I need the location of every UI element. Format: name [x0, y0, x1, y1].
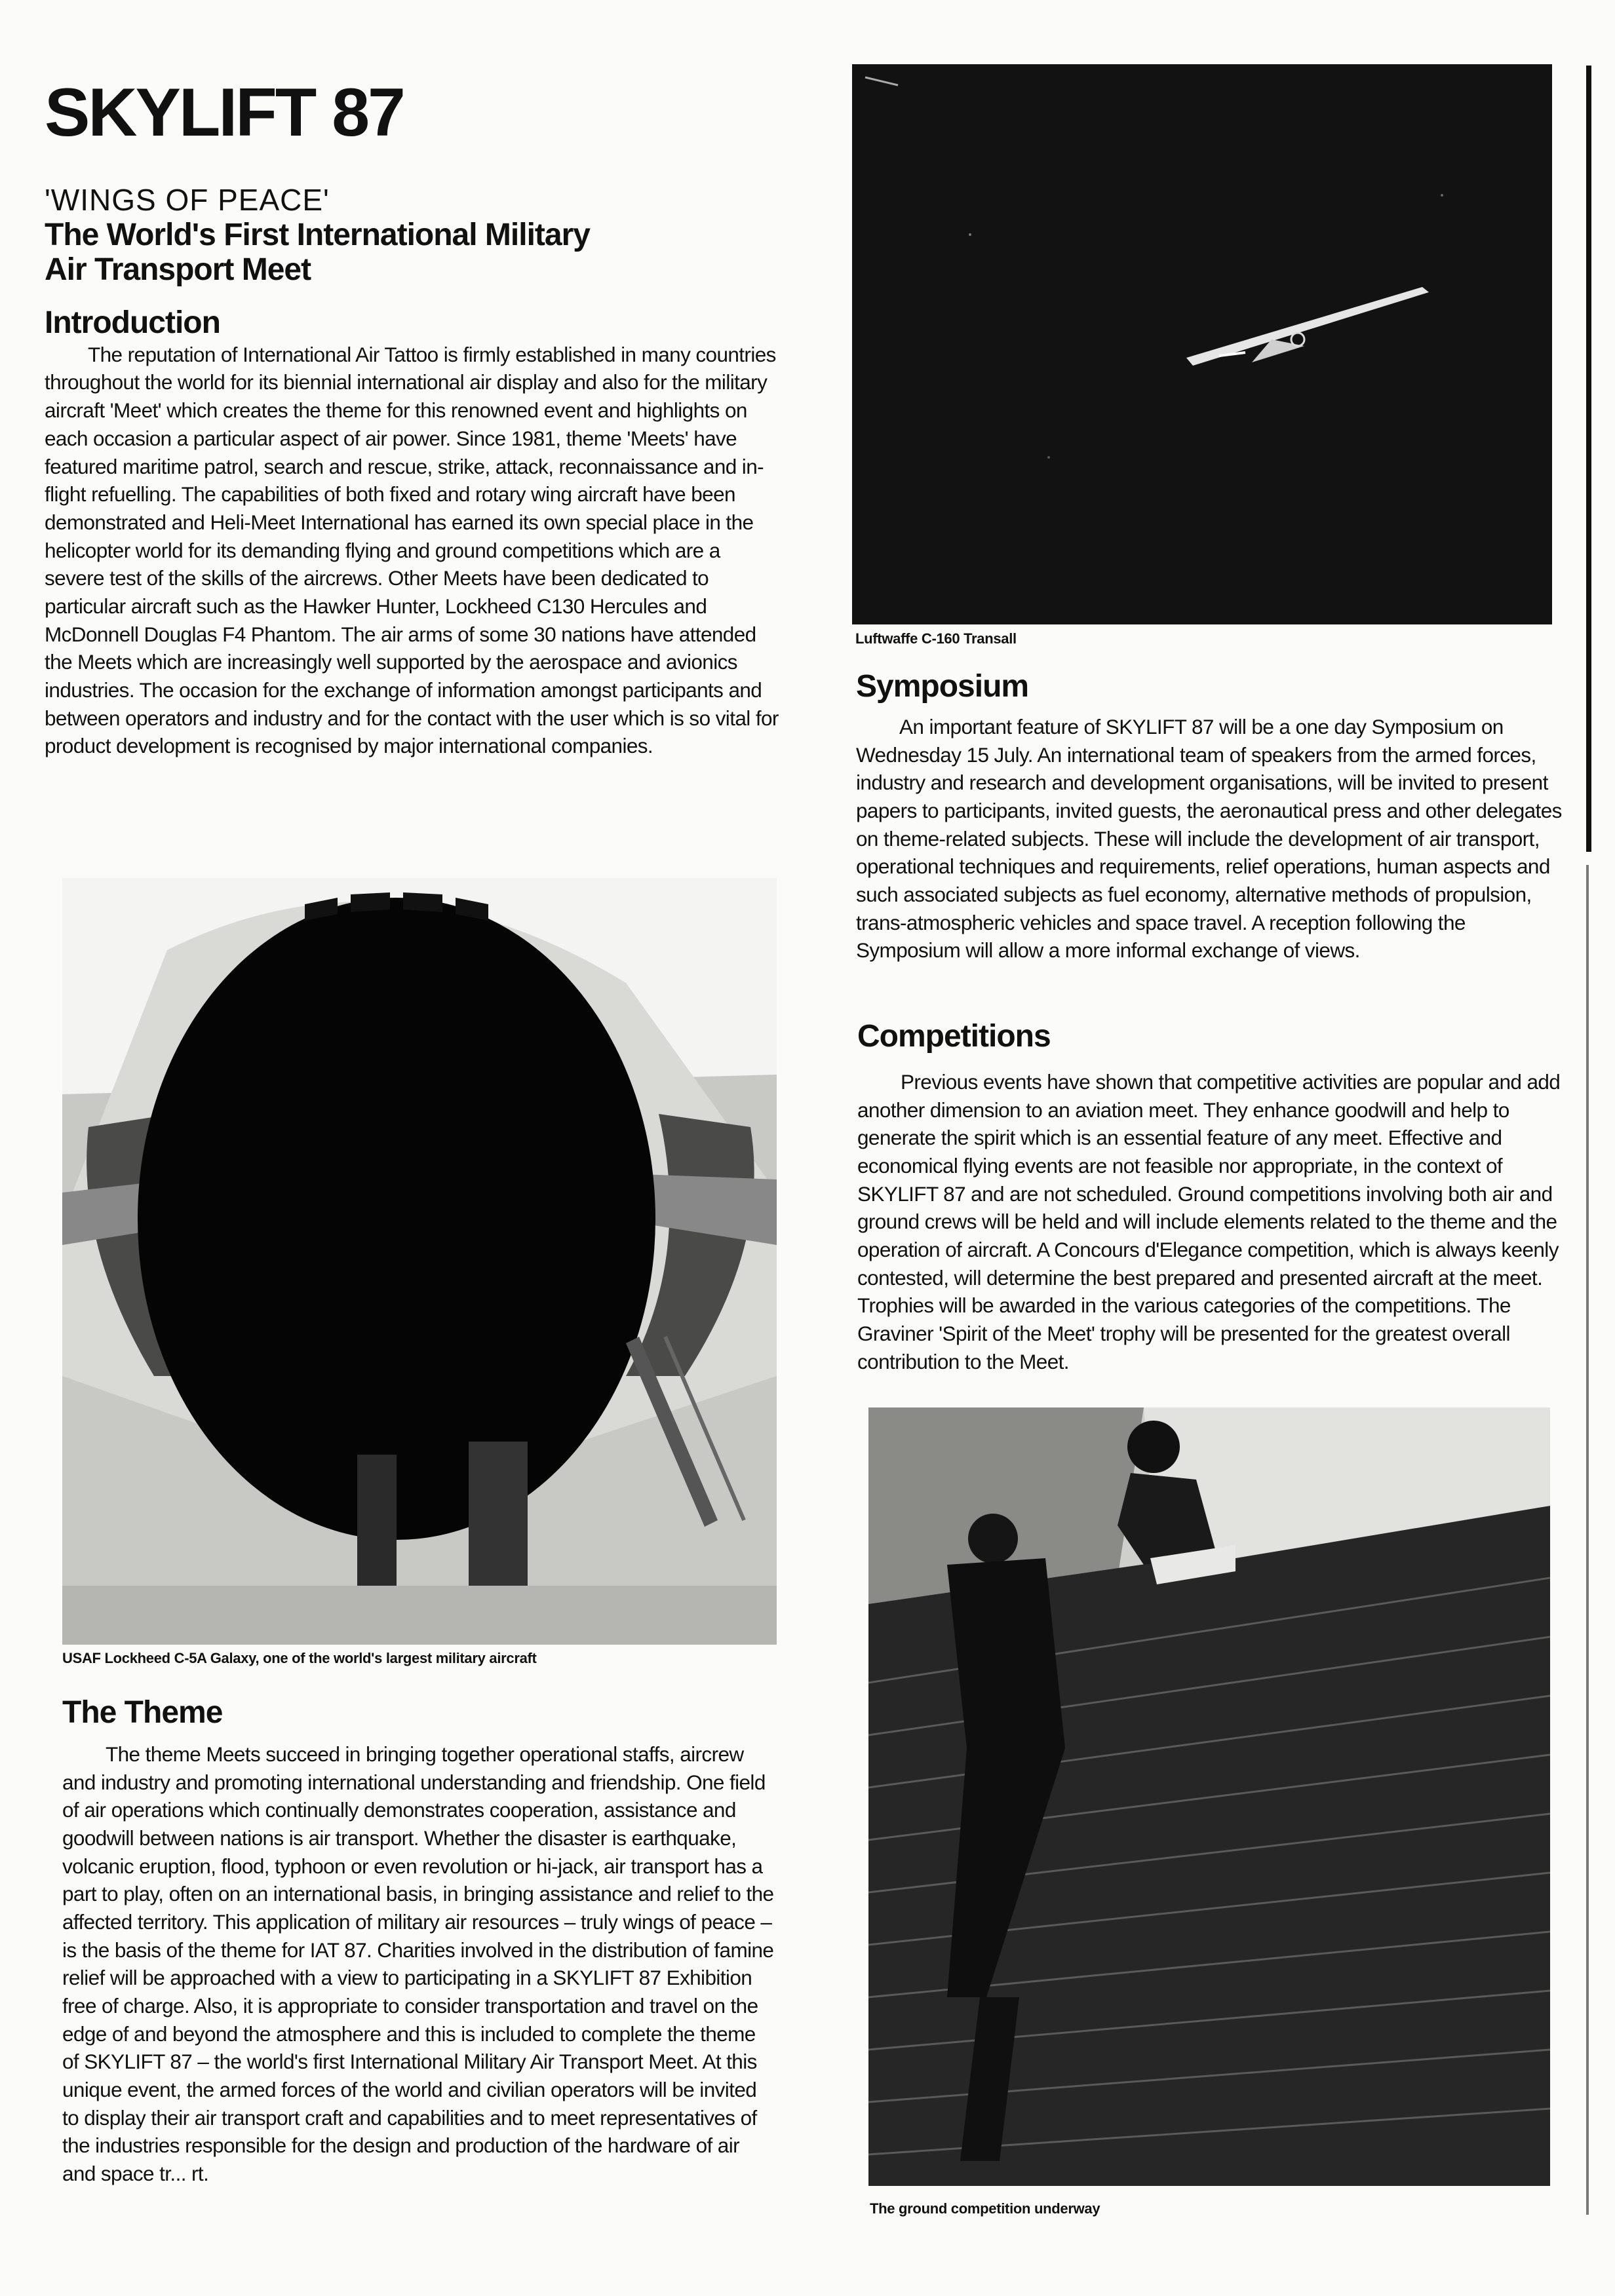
competitions-text: Previous events have shown that competitive activities are popular and add another dimension to an aviation meet. They enhance goodwill and help to generate the spirit which is an essential feature of any meet. Effective and economical flying events are not feasible nor appropriate, in the context of SKYLIFT 87 and are not scheduled. Ground competitions involving both air and ground crews will be held and will include elements related to the theme and the operation of aircraft. A Concours d'Elegance competition, which is always keenly contested, will determine the best prepared and presented aircraft at the meet. Trophies will be awarded in the various categories of the competitions. The Graviner 'Spirit of the Meet' trophy will be presented for the greatest overall contribution to the Meet.	[857, 1070, 1561, 1373]
subtitle-block	[45, 183, 779, 288]
theme-heading: The Theme	[62, 1695, 223, 1730]
symposium-text: An important feature of SKYLIFT 87 will be a one day Symposium on Wednesday 15 July. An international team of speakers from the armed forces, industry and research and development organisations, will be invited to present papers to participants, invited guests, the aeronautical press and other delegates on theme-related subjects. These will include the development of air transport, operational techniques and requirements, relief operations, human aspects and such associated subjects as fuel economy, alternative methods of propulsion, trans-atmospheric vehicles and space travel. A reception following the Symposium will allow a more informal exchange of views.	[856, 715, 1562, 963]
subtitle-line-3: Air Transport Meet	[45, 252, 311, 288]
introduction-heading: Introduction	[45, 305, 220, 341]
competitions-heading: Competitions	[857, 1019, 1051, 1054]
transall-aircraft-illustration	[852, 64, 1552, 624]
page-title: SKYLIFT 87	[45, 75, 404, 151]
ground-competition-illustration	[868, 1407, 1550, 2186]
left-column	[45, 75, 779, 760]
galaxy-caption: USAF Lockheed C-5A Galaxy, one of the world's largest military aircraft	[62, 1650, 537, 1666]
ground-competition-photo	[868, 1407, 1550, 2186]
subtitle-line-2: The World's First International Military	[45, 217, 590, 252]
transall-photo	[852, 64, 1552, 624]
theme-text: The theme Meets succeed in bringing together operational staffs, aircrew and industry and promoting international understanding and friendship. One field of air operations which continually demonstrates cooperation, assistance and goodwill between nations is air transport. Whether the disaster is earthquake, volcanic eruption, flood, typhoon or even revolution or hi-jack, air transport has a part to play, often on an international basis, in bringing assistance and relief to the affected territory. This application of military air resources – truly wings of peace – is the basis of the theme for IAT 87. Charities involved in the distribution of famine relief will be approached with a view to participating in a SKYLIFT 87 Exhibition free of charge. Also, it is appropriate to consider transportation and travel on the edge of and beyond the atmosphere and this is included to complete the theme of SKYLIFT 87 – the world's first International Military Air Transport Meet. At this unique event, the armed forces of the world and civilian operators will be invited to display their air transport craft and capabilities and to meet representatives of the industries responsible for the design and production of the hardware of air and space tr... rt.	[62, 1742, 774, 2186]
subtitle-line-1: 'WINGS OF PEACE'	[45, 183, 330, 217]
transall-caption: Luftwaffe C-160 Transall	[855, 630, 1017, 647]
galaxy-photo	[62, 878, 777, 1645]
scan-edge-mark	[1586, 66, 1591, 852]
scan-edge-mark-lower	[1586, 865, 1589, 2215]
introduction-text: The reputation of International Air Tattoo is firmly established in many countries throughout the world for its biennial international air display and also for the military aircraft 'Meet' which creates the theme for this renowned event and highlights on each occasion a particular aspect of air power. Since 1981, theme 'Meets' have featured maritime patrol, search and rescue, strike, attack, reconnaissance and in-flight refuelling. The capabilities of both fixed and rotary wing aircraft have been demonstrated and Heli-Meet International has earned its own special place in the helicopter world for its demanding flying and ground competitions which are a severe test of the skills of the aircrews. Other Meets have been dedicated to particular aircraft such as the Hawker Hunter, Lockheed C130 Hercules and McDonnell Douglas F4 Phantom. The air arms of some 30 nations have attended the Meets which are increasingly well supported by the aerospace and avionics industries. The occasion for the exchange of information amongst participants and between operators and industry and for the contact with the user which is so vital for product development is recognised by major international companies.	[45, 342, 779, 758]
galaxy-aircraft-illustration	[62, 878, 777, 1645]
symposium-heading: Symposium	[856, 669, 1029, 704]
ground-caption: The ground competition underway	[870, 2200, 1100, 2217]
